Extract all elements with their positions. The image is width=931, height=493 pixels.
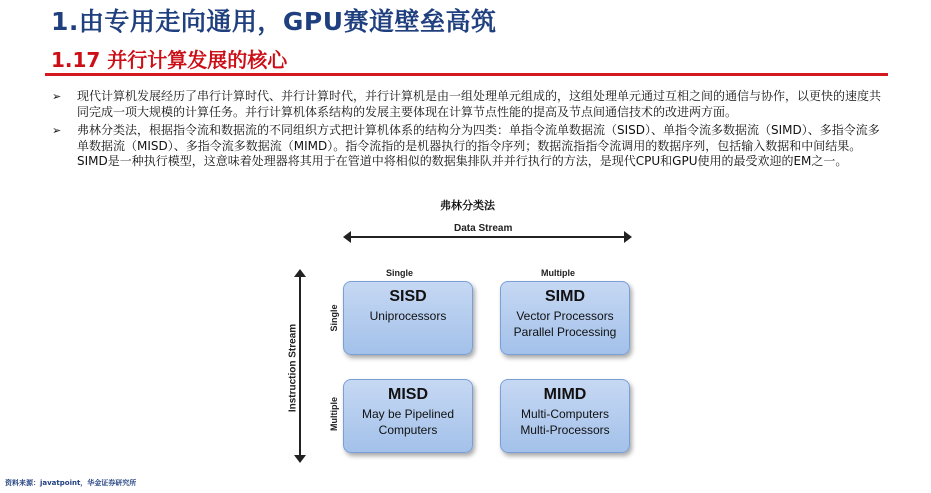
misd-cell bbox=[343, 379, 473, 453]
arrow-bullet-icon: ➢ bbox=[52, 124, 62, 137]
cell-name: MIMD bbox=[543, 386, 587, 403]
source-note: 资料来源：javatpoint，华金证券研究所 bbox=[5, 479, 137, 487]
cell-description: May be Pipelined bbox=[361, 407, 455, 421]
data-stream-arrow bbox=[345, 236, 630, 238]
figure-title: 弗林分类法 bbox=[440, 199, 495, 212]
bullet-list bbox=[52, 89, 882, 173]
arrow-bullet-icon: ➢ bbox=[52, 90, 62, 103]
cell-name: MISD bbox=[388, 386, 428, 403]
page-title: 1.由专用走向通用，GPU赛道壁垒高筑 bbox=[51, 7, 497, 36]
sisd-cell bbox=[343, 281, 473, 355]
row-label-single: Single bbox=[329, 304, 339, 332]
bullet-item bbox=[52, 89, 882, 120]
data-stream-label: Data Stream bbox=[448, 223, 518, 234]
bullet-item bbox=[52, 123, 882, 170]
cell-description: Multi-Computers bbox=[520, 407, 610, 421]
column-label-multiple: Multiple bbox=[541, 268, 575, 278]
section-subtitle: 1.17 并行计算发展的核心 bbox=[51, 48, 288, 72]
cell-description: Vector Processors bbox=[516, 309, 614, 323]
instruction-stream-label: Instruction Stream bbox=[288, 318, 299, 418]
bullet-text: 弗林分类法，根据指令流和数据流的不同组织方式把计算机体系的结构分为四类：单指令流单数据流（SISD）、单指令流多数据流（SIMD）、多指令流多单数据流（MISD）、多指令流多数据流（MIMD）。指令流指的是机器执行的指令序列；数据流指指令流调用的数据序列，包括输入数据和中间结果。SIMD是一种执行模型，这意味着处理器将其用于在管道中将相似的数据集排队并并行执行的方法，是现代CPU和GPU使用的最受欢迎的EM之一。 bbox=[77, 123, 880, 168]
cell-name: SIMD bbox=[545, 288, 585, 305]
column-label-single: Single bbox=[386, 268, 414, 278]
cell-description: Multi-Processors bbox=[520, 423, 610, 437]
instruction-stream-arrow bbox=[299, 271, 301, 461]
mimd-cell bbox=[500, 379, 630, 453]
title-divider bbox=[45, 73, 888, 76]
simd-cell bbox=[500, 281, 630, 355]
cell-description: Uniprocessors bbox=[369, 309, 447, 323]
cell-description: Parallel Processing bbox=[513, 325, 617, 339]
bullet-text: 现代计算机发展经历了串行计算时代、并行计算时代，并行计算机是由一组处理单元组成的，这组处理单元通过互相之间的通信与协作，以更快的速度共同完成一项大规模的计算任务。并行计算机体系结构的发展主要体现在计算节点性能的提高及节点间通信技术的改进两方面。 bbox=[77, 89, 882, 119]
cell-name: SISD bbox=[389, 288, 427, 305]
row-label-multiple: Multiple bbox=[329, 397, 339, 431]
cell-description: Computers bbox=[378, 423, 438, 437]
